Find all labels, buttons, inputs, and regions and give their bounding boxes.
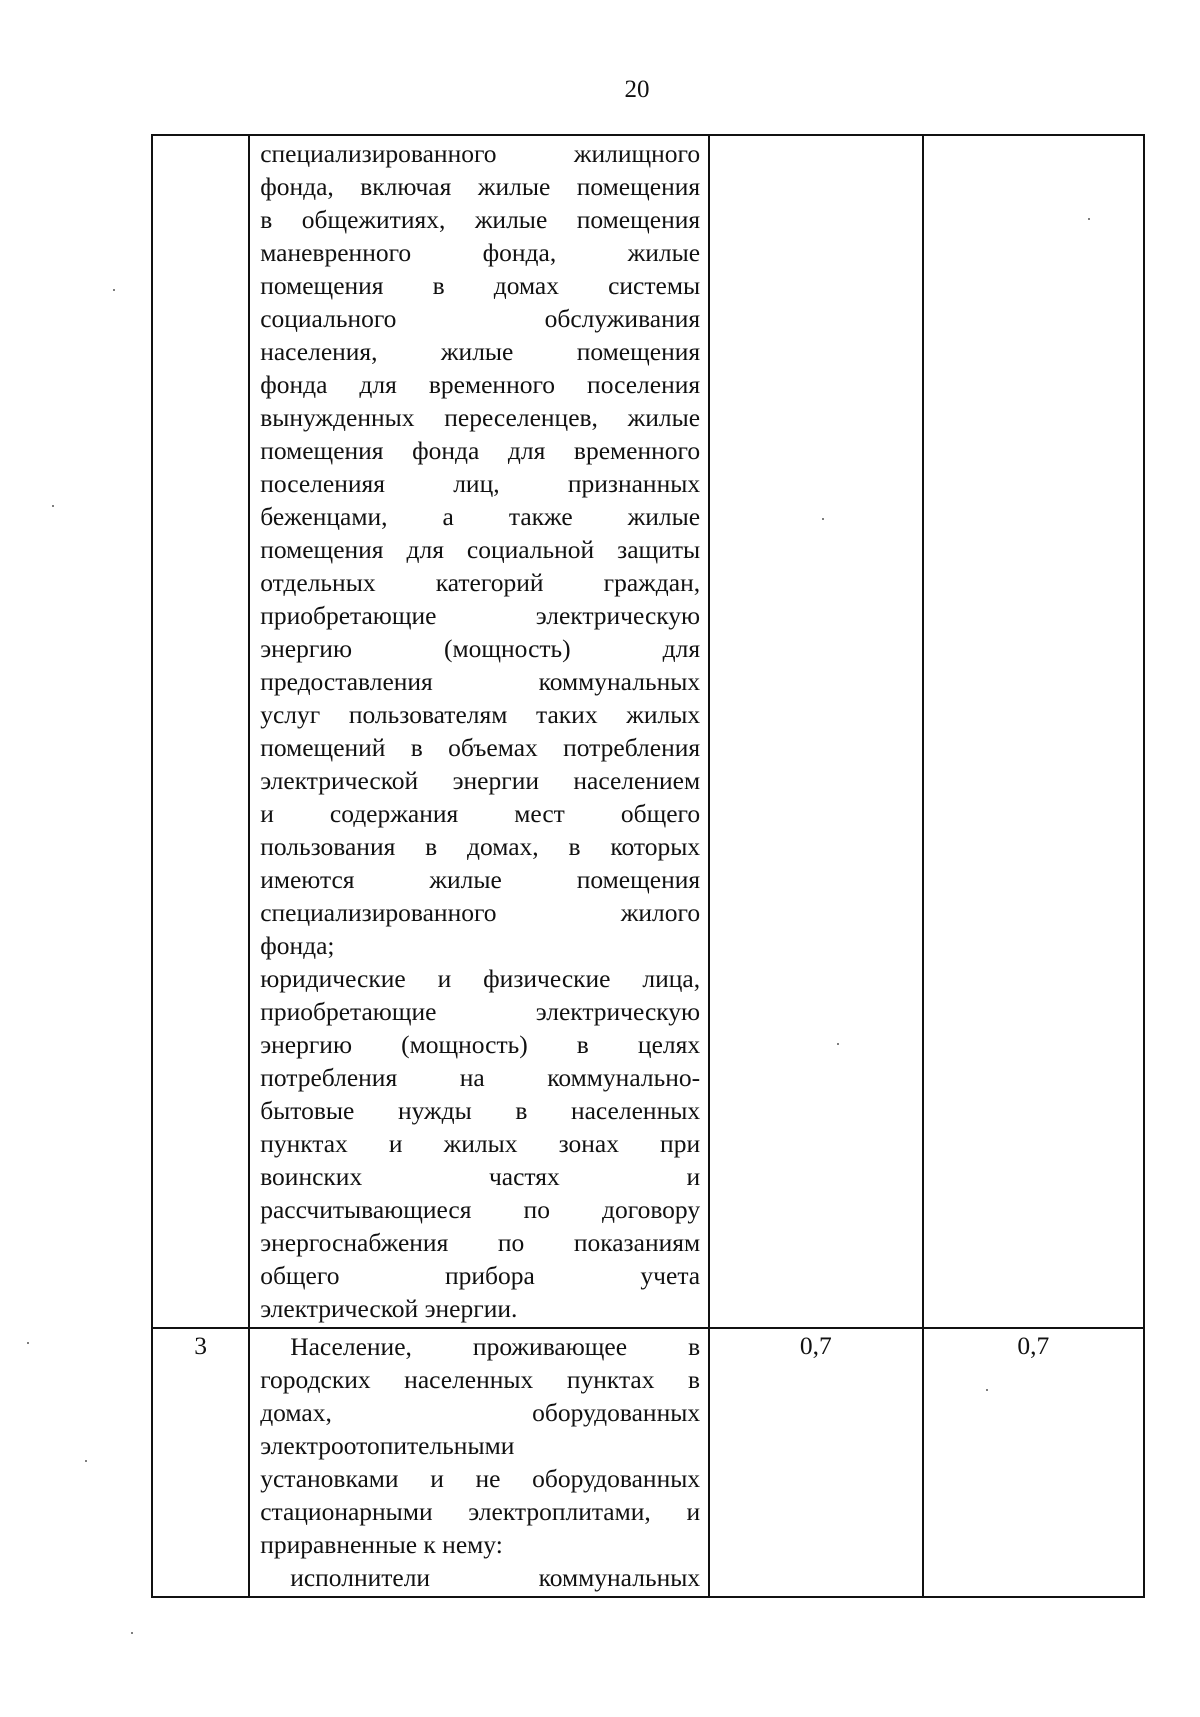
text-line: общего прибора учета [260,1261,701,1290]
text-line: фонда для временного поселения [260,370,701,399]
scan-speck [837,1043,839,1045]
text-line: энергию (мощность) в целях [260,1030,701,1059]
text-line: установками и не оборудованных [260,1464,701,1493]
text-line: электрической энергии. [260,1294,518,1323]
table-row [152,135,1144,1328]
text-line: фонда; [260,931,335,960]
text-line: услуг пользователям таких жилых [260,700,701,729]
scan-speck [85,1460,87,1462]
text-line: потребления на коммунально- [260,1063,701,1092]
row-number-cell: 3 [152,1328,249,1597]
scan-speck [131,1632,133,1634]
text-line: предоставления коммунальных [260,667,701,696]
text-line: помещения фонда для временного [260,436,701,465]
text-line: рассчитывающиеся по договору [260,1195,701,1224]
text-line: фонда, включая жилые помещения [260,172,701,201]
text-line: электрической энергии населением [260,766,701,795]
text-line: маневренного фонда, жилые [260,238,701,267]
scan-speck [1088,218,1090,220]
text-line: отдельных категорий граждан, [260,568,701,597]
value-cell-1 [709,135,922,1328]
text-line: энергоснабжения по показаниям [260,1228,701,1257]
text-line: социального обслуживания [260,304,701,333]
text-line: Население, проживающее в [290,1332,701,1361]
text-line: специализированного жилищного [260,139,701,168]
text-line: энергию (мощность) для [260,634,701,663]
text-line: приобретающие электрическую [260,601,701,630]
consumer-description-cell [249,135,709,1328]
text-line: беженцами, а также жилые [260,502,701,531]
text-line: помещений в объемах потребления [260,733,701,762]
consumer-description-cell [249,1328,709,1597]
text-line: приравненные к нему: [260,1530,503,1559]
text-line: пользования в домах, в которых [260,832,701,861]
text-line: воинских частях и [260,1162,701,1191]
text-line: помещения в домах системы [260,271,701,300]
text-line: в общежитиях, жилые помещения [260,205,701,234]
text-line: юридические и физические лица, [260,964,701,993]
text-line: специализированного жилого [260,898,701,927]
text-line: электроотопительными [260,1431,515,1460]
value-cell-1: 0,7 [709,1328,922,1597]
text-line: городских населенных пунктах в [260,1365,701,1394]
value-cell-2 [923,135,1144,1328]
value-cell-2: 0,7 [923,1328,1144,1597]
text-line: бытовые нужды в населенных [260,1096,701,1125]
text-line: вынужденных переселенцев, жилые [260,403,701,432]
text-line: помещения для социальной защиты [260,535,701,564]
text-line: и содержания мест общего [260,799,701,828]
table-row [152,1328,1144,1597]
scan-speck [822,518,824,520]
text-line: поселенияя лиц, признанных [260,469,701,498]
text-line: населения, жилые помещения [260,337,701,366]
text-line: приобретающие электрическую [260,997,701,1026]
text-line: имеются жилые помещения [260,865,701,894]
text-line: пунктах и жилых зонах при [260,1129,701,1158]
page-number: 20 [624,76,650,103]
scan-speck [27,1342,29,1344]
tariff-table [151,134,1145,1598]
scan-speck [986,1389,988,1391]
text-line: стационарными электроплитами, и [260,1497,701,1526]
row-number-cell [152,135,249,1328]
text-line: домах, оборудованных [260,1398,701,1427]
scan-speck [113,289,115,291]
text-line: исполнители коммунальных [290,1563,701,1592]
scan-speck [52,505,54,507]
